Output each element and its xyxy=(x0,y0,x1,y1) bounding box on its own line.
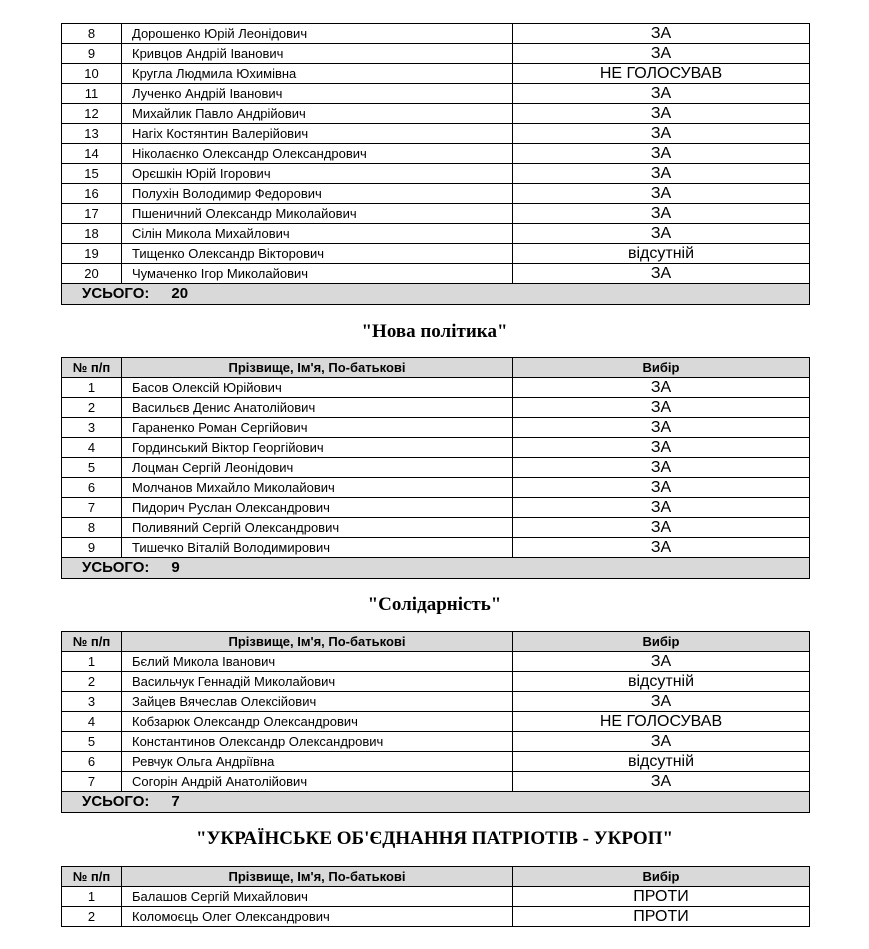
vote-choice: НЕ ГОЛОСУВАВ xyxy=(513,712,810,732)
table-row xyxy=(62,184,810,204)
faction-title-ukrop: "УКРАЇНСЬКЕ ОБ'ЄДНАННЯ ПАТРІОТІВ - УКРОП" xyxy=(195,828,674,849)
row-number: 6 xyxy=(62,478,122,498)
vote-table-ukrop xyxy=(61,866,810,927)
table-body xyxy=(62,24,810,284)
member-name: Гординський Віктор Георгійович xyxy=(122,438,513,458)
table-row xyxy=(62,498,810,518)
row-number: 10 xyxy=(62,64,122,84)
member-name: Молчанов Михайло Миколайович xyxy=(122,478,513,498)
table-row xyxy=(62,164,810,184)
member-name: Кобзарюк Олександр Олександрович xyxy=(122,712,513,732)
table-row xyxy=(62,398,810,418)
vote-choice: ЗА xyxy=(513,24,810,44)
row-number: 4 xyxy=(62,438,122,458)
table-row xyxy=(62,732,810,752)
total-count: 7 xyxy=(171,793,180,810)
col-header-vote: Вибір xyxy=(513,867,810,887)
col-header-vote: Вибір xyxy=(513,358,810,378)
table-row xyxy=(62,672,810,692)
vote-choice: ЗА xyxy=(513,84,810,104)
table-row xyxy=(62,64,810,84)
member-name: Поливяний Сергій Олександрович xyxy=(122,518,513,538)
member-name: Васильчук Геннадій Миколайович xyxy=(122,672,513,692)
member-name: Васильєв Денис Анатолійович xyxy=(122,398,513,418)
member-name: Дорошенко Юрій Леонідович xyxy=(122,24,513,44)
member-name: Лученко Андрій Іванович xyxy=(122,84,513,104)
row-number: 1 xyxy=(62,652,122,672)
row-number: 5 xyxy=(62,732,122,752)
table-body xyxy=(62,378,810,558)
vote-choice: відсутній xyxy=(513,244,810,264)
table-row xyxy=(62,84,810,104)
member-name: Чумаченко Ігор Миколайович xyxy=(122,264,513,284)
row-number: 1 xyxy=(62,378,122,398)
table-row xyxy=(62,652,810,672)
member-name: Лоцман Сергій Леонідович xyxy=(122,458,513,478)
row-number: 18 xyxy=(62,224,122,244)
row-number: 3 xyxy=(62,692,122,712)
member-name: Коломоєць Олег Олександрович xyxy=(122,907,513,927)
row-number: 13 xyxy=(62,124,122,144)
row-number: 7 xyxy=(62,498,122,518)
col-header-num: № п/п xyxy=(62,867,122,887)
vote-choice: ЗА xyxy=(513,418,810,438)
member-name: Сілін Микола Михайлович xyxy=(122,224,513,244)
row-number: 15 xyxy=(62,164,122,184)
table-row xyxy=(62,538,810,558)
vote-choice: ЗА xyxy=(513,478,810,498)
row-number: 8 xyxy=(62,24,122,44)
row-number: 14 xyxy=(62,144,122,164)
row-number: 6 xyxy=(62,752,122,772)
faction-title-solid: "Солідарність" xyxy=(367,594,502,615)
member-name: Балашов Сергій Михайлович xyxy=(122,887,513,907)
vote-choice: ЗА xyxy=(513,518,810,538)
vote-choice: ЗА xyxy=(513,438,810,458)
total-count: 9 xyxy=(171,559,180,576)
vote-choice: ЗА xyxy=(513,498,810,518)
vote-table-previous-faction xyxy=(61,23,810,305)
row-number: 12 xyxy=(62,104,122,124)
member-name: Тишечко Віталій Володимирович xyxy=(122,538,513,558)
col-header-name: Прізвище, Ім'я, По-батькові xyxy=(122,632,513,652)
col-header-num: № п/п xyxy=(62,632,122,652)
table-row xyxy=(62,887,810,907)
row-number: 1 xyxy=(62,887,122,907)
table-row xyxy=(62,518,810,538)
row-number: 19 xyxy=(62,244,122,264)
table-row xyxy=(62,144,810,164)
member-name: Нагіх Костянтин Валерійович xyxy=(122,124,513,144)
col-header-name: Прізвище, Ім'я, По-батькові xyxy=(122,867,513,887)
vote-choice: відсутній xyxy=(513,672,810,692)
row-number: 2 xyxy=(62,672,122,692)
table-row xyxy=(62,752,810,772)
vote-choice: ЗА xyxy=(513,538,810,558)
member-name: Гараненко Роман Сергійович xyxy=(122,418,513,438)
vote-choice: ЗА xyxy=(513,164,810,184)
vote-table-nova xyxy=(61,357,810,579)
member-name: Ревчук Ольга Андріївна xyxy=(122,752,513,772)
table-row xyxy=(62,244,810,264)
row-number: 8 xyxy=(62,518,122,538)
vote-choice: ЗА xyxy=(513,458,810,478)
member-name: Зайцев Вячеслав Олексійович xyxy=(122,692,513,712)
vote-choice: ЗА xyxy=(513,204,810,224)
col-header-num: № п/п xyxy=(62,358,122,378)
row-number: 9 xyxy=(62,538,122,558)
faction-title-nova: "Нова політика" xyxy=(361,321,508,342)
member-name: Полухін Володимир Федорович xyxy=(122,184,513,204)
table-header-row xyxy=(62,358,810,378)
vote-choice: ЗА xyxy=(513,652,810,672)
table-row xyxy=(62,478,810,498)
total-count: 20 xyxy=(171,285,189,302)
vote-choice: відсутній xyxy=(513,752,810,772)
row-number: 9 xyxy=(62,44,122,64)
vote-table-solid xyxy=(61,631,810,813)
table-row xyxy=(62,772,810,792)
table-row xyxy=(62,907,810,927)
member-name: Ніколаєнко Олександр Олександрович xyxy=(122,144,513,164)
vote-choice: ЗА xyxy=(513,378,810,398)
total-label: УСЬОГО: xyxy=(82,285,150,302)
table-row xyxy=(62,378,810,398)
table-body xyxy=(62,887,810,927)
table-header-row xyxy=(62,632,810,652)
vote-choice: ЗА xyxy=(513,772,810,792)
table-row xyxy=(62,44,810,64)
vote-choice: ЗА xyxy=(513,44,810,64)
total-row xyxy=(62,792,810,813)
vote-choice: ЗА xyxy=(513,264,810,284)
member-name: Басов Олексій Юрійович xyxy=(122,378,513,398)
member-name: Михайлик Павло Андрійович xyxy=(122,104,513,124)
table-header-row xyxy=(62,867,810,887)
vote-choice: ЗА xyxy=(513,184,810,204)
total-label: УСЬОГО: xyxy=(82,793,150,810)
table-row xyxy=(62,692,810,712)
table-row xyxy=(62,458,810,478)
table-body xyxy=(62,652,810,792)
table-row xyxy=(62,712,810,732)
row-number: 7 xyxy=(62,772,122,792)
table-row xyxy=(62,104,810,124)
vote-choice: ЗА xyxy=(513,104,810,124)
member-name: Пшеничний Олександр Миколайович xyxy=(122,204,513,224)
total-label: УСЬОГО: xyxy=(82,559,150,576)
vote-choice: ЗА xyxy=(513,124,810,144)
member-name: Пидорич Руслан Олександрович xyxy=(122,498,513,518)
table-row xyxy=(62,224,810,244)
table-row xyxy=(62,204,810,224)
member-name: Кривцов Андрій Іванович xyxy=(122,44,513,64)
table-row xyxy=(62,24,810,44)
row-number: 17 xyxy=(62,204,122,224)
table-row xyxy=(62,264,810,284)
col-header-name: Прізвище, Ім'я, По-батькові xyxy=(122,358,513,378)
vote-choice: ЗА xyxy=(513,144,810,164)
vote-choice: ЗА xyxy=(513,692,810,712)
row-number: 3 xyxy=(62,418,122,438)
total-row xyxy=(62,558,810,579)
member-name: Константинов Олександр Олександрович xyxy=(122,732,513,752)
table-row xyxy=(62,124,810,144)
vote-choice: ПРОТИ xyxy=(513,907,810,927)
row-number: 2 xyxy=(62,907,122,927)
row-number: 2 xyxy=(62,398,122,418)
col-header-vote: Вибір xyxy=(513,632,810,652)
total-row xyxy=(62,284,810,305)
row-number: 4 xyxy=(62,712,122,732)
member-name: Орєшкін Юрій Ігорович xyxy=(122,164,513,184)
vote-choice: ЗА xyxy=(513,398,810,418)
member-name: Согорін Андрій Анатолійович xyxy=(122,772,513,792)
vote-choice: ЗА xyxy=(513,732,810,752)
row-number: 5 xyxy=(62,458,122,478)
table-row xyxy=(62,418,810,438)
member-name: Бєлий Микола Іванович xyxy=(122,652,513,672)
row-number: 11 xyxy=(62,84,122,104)
vote-choice: ПРОТИ xyxy=(513,887,810,907)
member-name: Тищенко Олександр Вікторович xyxy=(122,244,513,264)
table-row xyxy=(62,438,810,458)
vote-choice: НЕ ГОЛОСУВАВ xyxy=(513,64,810,84)
row-number: 20 xyxy=(62,264,122,284)
vote-choice: ЗА xyxy=(513,224,810,244)
row-number: 16 xyxy=(62,184,122,204)
member-name: Кругла Людмила Юхимівна xyxy=(122,64,513,84)
